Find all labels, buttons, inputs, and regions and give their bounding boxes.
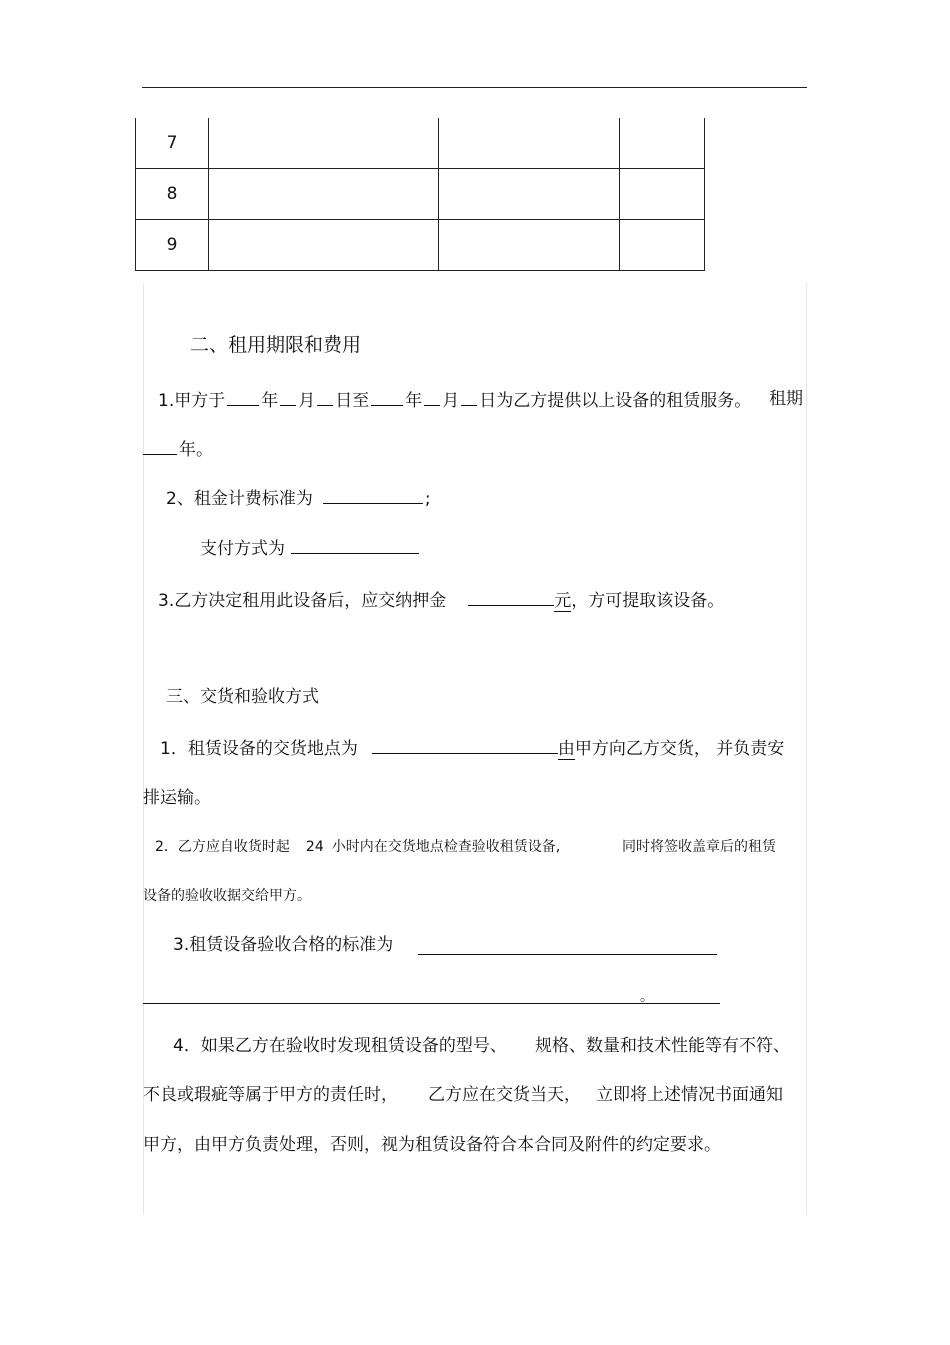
table-cell [620, 169, 705, 220]
table-row [136, 169, 705, 220]
table-cell [209, 118, 439, 169]
table-cell [620, 118, 705, 169]
equipment-table [135, 118, 705, 271]
rent-standard-line [166, 487, 431, 509]
left-margin-guide [143, 283, 144, 1215]
defect-line-2a: 不良或瑕疵等属于甲方的责任时， [143, 1085, 398, 1105]
text: 月 [442, 391, 460, 411]
text: 甲方向乙方交货， 并负责安 [574, 739, 785, 759]
row-number: 9 [136, 220, 209, 271]
blank-delivery-place[interactable] [372, 737, 558, 754]
inspection-line [155, 837, 560, 857]
page-top-rule [142, 87, 807, 88]
acceptance-standard-end: 。 [640, 989, 654, 1005]
text: 年 [405, 391, 423, 411]
table-cell [439, 169, 620, 220]
inspection-line-end: 同时将签收盖章后的租赁 [622, 839, 776, 855]
text: ; [424, 489, 431, 509]
blank-rent-standard[interactable] [323, 487, 423, 504]
lease-term-line [143, 438, 213, 460]
lease-period-line [158, 389, 751, 411]
inspection-line-2: 设备的验收收据交给甲方。 [143, 888, 311, 904]
text: 由 [557, 739, 575, 759]
text: 1.甲方于 [158, 391, 226, 411]
defect-line-3: 甲方，由甲方负责处理，否则，视为租赁设备符合本合同及附件的约定要求。 [143, 1135, 721, 1155]
blank-year-1[interactable] [227, 389, 259, 406]
acceptance-standard-label: 3.租赁设备验收合格的标准为 [173, 935, 394, 955]
text: 日为乙方提供以上设备的租赁服务。 [479, 391, 752, 411]
defect-line-2b: 乙方应在交货当天， [428, 1085, 581, 1105]
defect-line-2c: 立即将上述情况书面通知 [596, 1085, 783, 1105]
section-heading-lease-term: 二、租用期限和费用 [190, 334, 362, 356]
right-margin-guide [806, 283, 807, 1215]
text: 支付方式为 [200, 539, 285, 559]
text: ，方可提取该设备。 [571, 591, 725, 611]
blank-acceptance-standard-2[interactable] [143, 1003, 720, 1004]
text: 2、租金计费标准为 [166, 489, 313, 509]
delivery-place-line-2: 排运输。 [143, 788, 211, 808]
text: 月 [298, 391, 316, 411]
delivery-place-line [160, 737, 784, 759]
blank-acceptance-standard[interactable] [418, 954, 717, 955]
text: 1．租赁设备的交货地点为 [160, 739, 358, 759]
table-cell [209, 169, 439, 220]
text: 日至 [335, 391, 370, 411]
blank-day-1[interactable] [317, 389, 333, 406]
table-cell [439, 118, 620, 169]
blank-day-2[interactable] [461, 389, 477, 406]
table-row [136, 118, 705, 169]
text: 元 [554, 591, 572, 611]
text: 2．乙方应自收货时起 [155, 839, 290, 855]
blank-lease-years[interactable] [143, 438, 177, 455]
payment-method-line [200, 537, 419, 559]
text: 3.乙方决定租用此设备后，应交纳押金 [158, 591, 447, 611]
blank-deposit-amount[interactable] [468, 589, 554, 606]
blank-month-2[interactable] [424, 389, 440, 406]
blank-year-2[interactable] [371, 389, 403, 406]
blank-payment-method[interactable] [291, 537, 419, 554]
text: 年。 [179, 440, 213, 460]
defect-line-1b: 规格、数量和技术性能等有不符、 [535, 1036, 790, 1056]
text: 24 [305, 839, 324, 855]
table-cell [620, 220, 705, 271]
table-row [136, 220, 705, 271]
row-number: 7 [136, 118, 209, 169]
lease-term-label: 租期 [769, 389, 803, 409]
table-cell [439, 220, 620, 271]
deposit-line [158, 589, 724, 611]
defect-line-1a: 4．如果乙方在验收时发现租赁设备的型号、 [173, 1036, 507, 1056]
section-heading-delivery: 三、交货和验收方式 [166, 687, 319, 707]
row-number: 8 [136, 169, 209, 220]
text: 年 [261, 391, 279, 411]
blank-month-1[interactable] [280, 389, 296, 406]
text: 小时内在交货地点检查验收租赁设备, [331, 839, 561, 855]
table-cell [209, 220, 439, 271]
